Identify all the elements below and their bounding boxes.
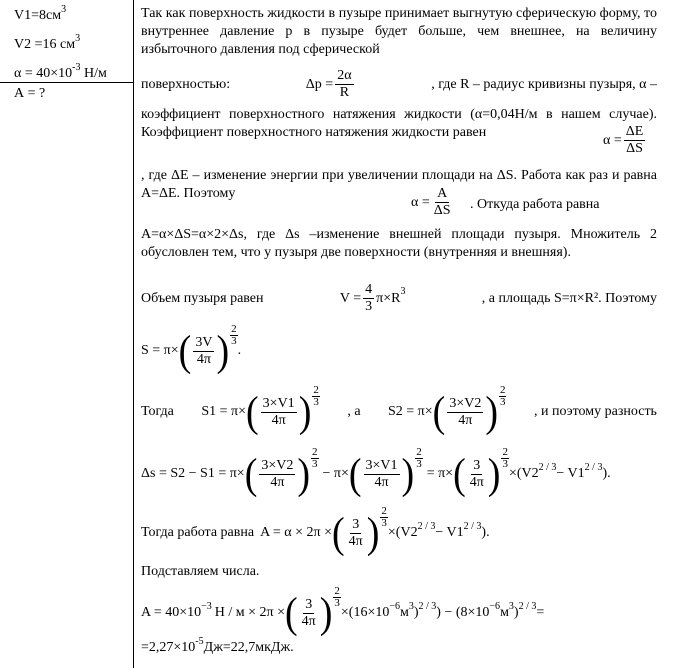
fraction: $\frac{2\alpha}{R}$ bbox=[337, 68, 352, 100]
paragraph-1: Так как поверхность жидкости в пузыре принимает выгнутую сферическую форму, то внутреннее давление р в пузыре будет больше, чем внешнее, на величину избыточного давления под сферической bbox=[141, 6, 657, 57]
result-line: $=2,27\times 10^{-5}Дж=22,7мкДж$. bbox=[141, 636, 294, 655]
given-alpha: $\alpha = 40\times 10^{-3}$ Н/м bbox=[14, 62, 107, 81]
eq-numeric: A = 40×10 −3 Н / м × 2π × ( $\frac{3}{4\pi}$ ) $\frac{2}{3}$ ×(16×10 −6 м 3 ) 2 / 3 ) − (8×10 −6 м 3 ) 2 / 3 = bbox=[141, 584, 545, 638]
given-separator bbox=[0, 82, 133, 83]
eq-area: S = π× ( $\frac{3V}{4\pi}$ ) 2 3 . bbox=[141, 322, 242, 376]
given-v1: $V1=8см^3$ bbox=[14, 4, 67, 23]
paragraph-3-tail: . Откуда работа равна bbox=[470, 197, 600, 212]
volume-line: Объем пузыря равен V = $\frac{4}{3}$ π×R 3 , а площадь S=π×R². Поэтому bbox=[141, 282, 657, 314]
eq-alpha-energy: α = $\frac{\Delta E}{\Delta S}$ bbox=[603, 124, 644, 156]
eq-alpha-work: α = $\frac{A}{\Delta S}$ bbox=[411, 186, 451, 218]
paragraph-4: А=α×ΔS=α×2×Δs, где Δs –изменение внешней площади пузыря. Множитель 2 обусловлен тем, что у пузыря две поверхности (внутренняя и внешняя). bbox=[141, 227, 657, 260]
eq-delta-s: Δs = S2 − S1 = π× ( $\frac{3\times V2}{4\pi}$ ) 2 3 − π× ( $\frac{3\times V1}{4\pi}$ ) $\frac{2}{3}$ = π× ( $\frac{3}{4\pi}$ ) $\frac{2}{3}$ ×(V2 2 / 3 − V1 2 / 3 ) . bbox=[141, 445, 611, 499]
column-divider bbox=[133, 0, 134, 668]
given-v2: V2 =16 $см^3$ bbox=[14, 33, 81, 52]
paragraph-3: , где ΔE – изменение энергии при увеличении площади на ΔS. Работа как раз и равна А=ΔE. Поэтому bbox=[141, 168, 657, 201]
substitute-label: Подставляем числа. bbox=[141, 564, 260, 579]
paragraph-2: коэффициент поверхностного натяжения жидкости (α=0,04Н/м в нашем случае). Коэффициент поверхностного натяжения жидкости равен bbox=[141, 107, 657, 140]
s1-s2-line: Тогда S1 = π× ( $\frac{3\times V1}{4\pi}$ ) 2 3 , а S2 = π× ( $\frac{3\times V2}{4\pi}$ ) 2 3 , и поэтому разность bbox=[141, 383, 657, 437]
eq-work: Тогда работа равна A = α × 2π × ( $\frac{3}{4\pi}$ ) $\frac{2}{3}$ ×(V2 2 / 3 − V1 2 / 3 ) . bbox=[141, 504, 490, 558]
given-find: А = ? bbox=[14, 86, 46, 101]
paragraph-1-line: поверхностью: Δp = $\frac{2\alpha}{R}$ , где R – радиус кривизны пузыря, α – bbox=[141, 68, 657, 100]
